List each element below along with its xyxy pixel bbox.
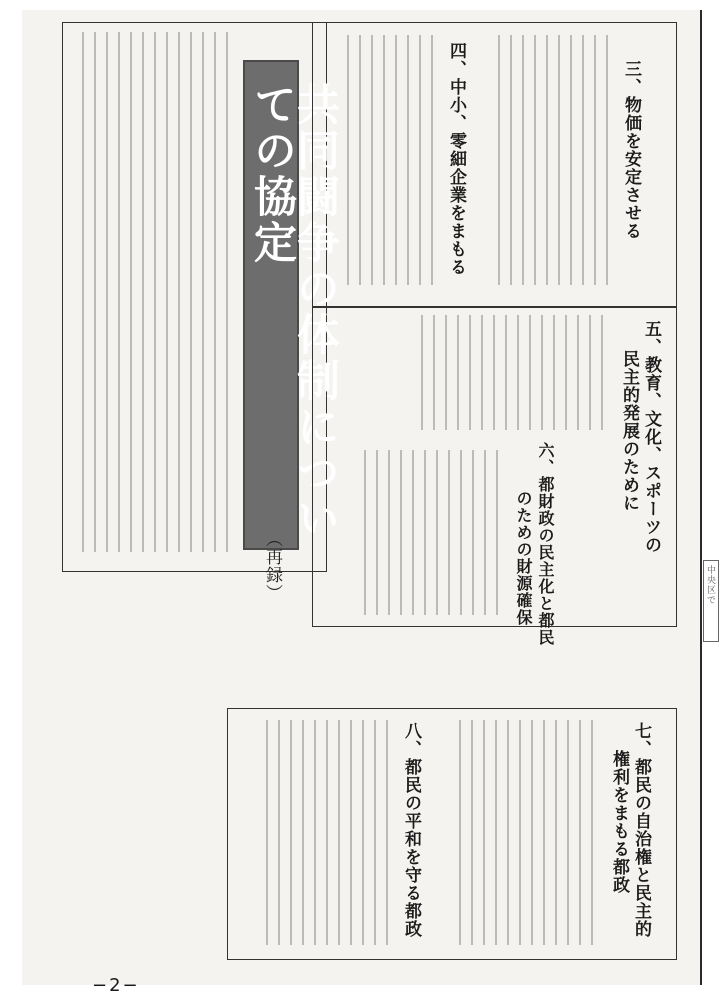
section-3-body <box>482 35 612 295</box>
section-7-heading-a: 七、都民の自治権と民主的 <box>631 722 651 938</box>
main-title: 共同闘争の体制についての協定 <box>247 82 340 542</box>
section-4-body <box>322 35 437 295</box>
section-6-body <box>322 450 502 620</box>
adjacent-page-text: 中央区で <box>705 565 715 605</box>
section-5-body <box>382 315 607 435</box>
subtitle: （再録） <box>262 530 282 602</box>
section-8-heading: 八、都民の平和を守る都政 <box>401 722 421 938</box>
section-4-heading: 四、中小、零細企業をまもる <box>446 42 466 276</box>
document-page <box>22 10 702 996</box>
section-7-body <box>437 720 597 950</box>
page-number: −2− <box>92 975 140 996</box>
section-6-heading-a: 六、都財政の民主化と都民 <box>536 442 555 646</box>
section-5-heading-b: 民主的発展のために <box>619 350 639 512</box>
section-8-body <box>237 720 392 950</box>
section-5-heading-a: 五、教育、文化、スポーツの <box>641 320 661 554</box>
section-6-heading-b: のための財源確保 <box>514 490 533 626</box>
section-3-heading: 三、物価を安定させる <box>621 60 641 240</box>
section-7-heading-b: 権利をまもる都政 <box>609 750 629 894</box>
intro-text-body <box>72 32 232 562</box>
main-title-banner <box>243 60 340 550</box>
